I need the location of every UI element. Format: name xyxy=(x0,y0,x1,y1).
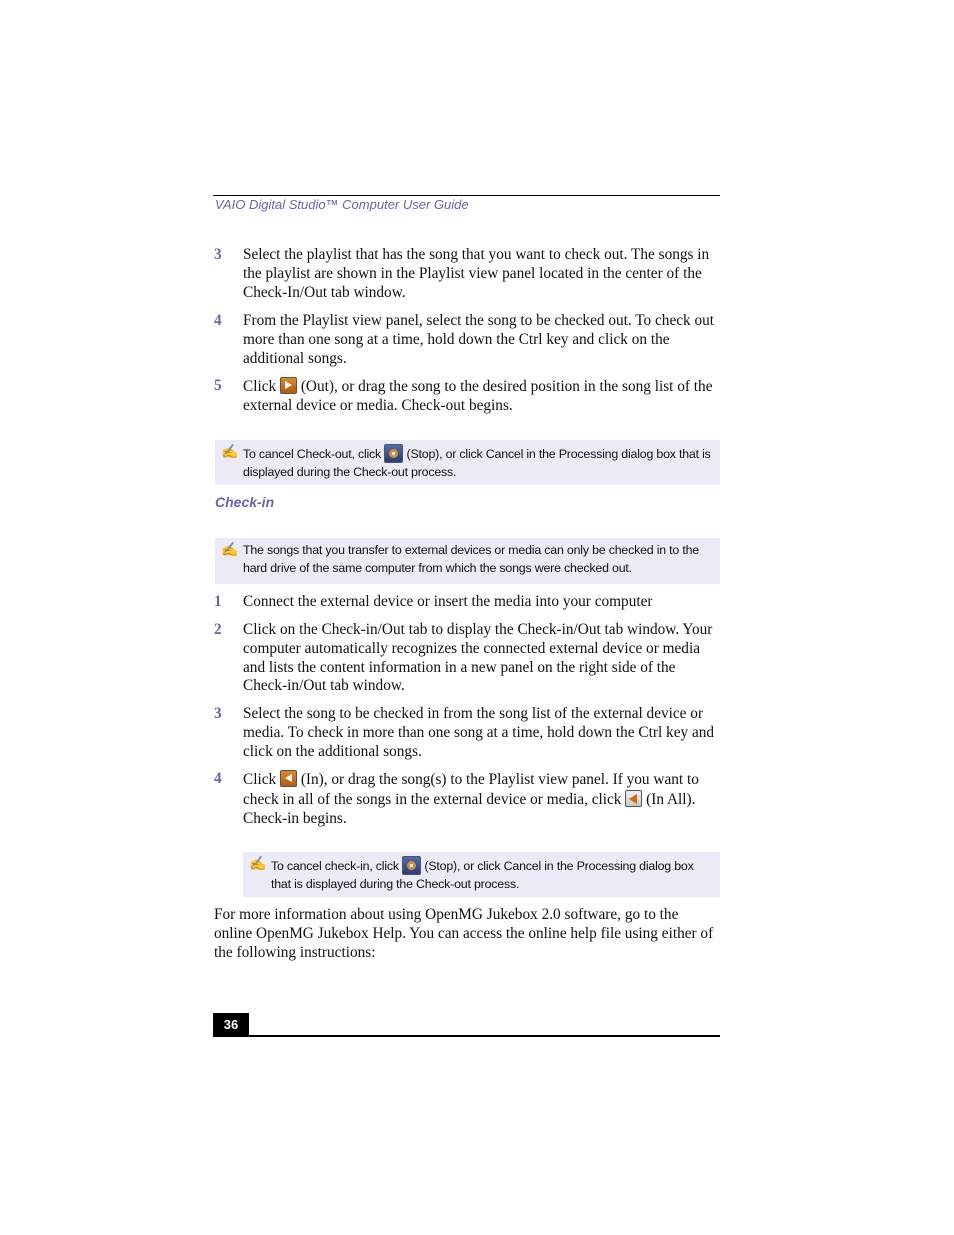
note-text xyxy=(271,856,714,893)
step-text-end: (Out), or drag the song to the desired position in the song list of the external device or media. Check-out begins. xyxy=(243,378,713,414)
note-cancel-checkout xyxy=(215,440,720,485)
note-checkin-info xyxy=(215,538,720,584)
header-rule xyxy=(213,195,720,196)
step-text: Select the song to be checked in from the song list of the external device or media. To check in more than one song at a time, hold down the Ctrl key and click on the additional songs. xyxy=(243,705,715,760)
step-number: 4 xyxy=(214,770,222,787)
checkout-step-4 xyxy=(214,312,720,368)
step-text-end: (In All). Check-in begins. xyxy=(243,790,696,827)
step-number: 2 xyxy=(214,621,222,638)
step-text: Select the playlist that has the song that you want to check out. The songs in the playlist are shown in the Playlist view panel located in the center of the Check-In/Out tab window. xyxy=(243,246,710,301)
step-text: Connect the external device or insert the media into your computer xyxy=(243,593,653,610)
page-number: 36 xyxy=(213,1013,249,1036)
note-text-end: (Stop), or click Cancel in the Processing dialog box that is displayed during the Check-out process. xyxy=(271,859,694,891)
checkin-step-4 xyxy=(214,770,720,828)
checkout-step-5 xyxy=(214,377,720,416)
checkin-step-2 xyxy=(214,621,720,696)
step-number: 4 xyxy=(214,312,222,329)
footer-rule xyxy=(213,1035,720,1037)
note-text-start: To cancel Check-out, click xyxy=(243,447,382,461)
section-heading-check-in: Check-in xyxy=(215,494,275,510)
step-text-start: Click xyxy=(243,771,277,788)
note-text-start: To cancel check-in, click xyxy=(271,859,399,873)
step-text: Click on the Check-in/Out tab to display the Check-in/Out tab window. Your computer automatically recognizes the connected external device or media and lists the content information in a new panel on the right side of the Check-in/Out tab window. xyxy=(243,621,713,695)
step-number: 3 xyxy=(214,705,222,722)
step-text-start: Click xyxy=(243,378,277,395)
pencil-note-icon: ✍ xyxy=(221,541,239,557)
closing-paragraph: For more information about using OpenMG Jukebox 2.0 software, go to the online OpenMG Jukebox Help. You can access the online help file using either of the following instructions: xyxy=(214,906,714,961)
checkin-step-1 xyxy=(214,593,720,612)
check-in-icon xyxy=(280,770,297,787)
step-text: From the Playlist view panel, select the song to be checked out. To check out more than one song at a time, hold down the Ctrl key and click on the additional songs. xyxy=(243,312,715,367)
step-number: 5 xyxy=(214,377,222,394)
pencil-note-icon: ✍ xyxy=(221,443,239,459)
note-text xyxy=(243,444,714,481)
checkout-step-3 xyxy=(214,246,720,302)
pencil-note-icon: ✍ xyxy=(249,855,267,871)
step-text-middle: (In), or drag the song(s) to the Playlist view panel. If you want to check in all of the songs in the external device or media, click xyxy=(243,771,699,808)
note-text-end: (Stop), or click Cancel in the Processing dialog box that is displayed during the Check-out process. xyxy=(243,447,711,479)
stop-icon xyxy=(402,856,421,875)
running-header: VAIO Digital Studio™ Computer User Guide xyxy=(215,197,469,212)
step-number: 1 xyxy=(214,593,222,610)
checkin-step-3 xyxy=(214,705,720,761)
in-all-icon xyxy=(625,790,642,807)
check-out-icon xyxy=(280,377,297,394)
note-text: The songs that you transfer to external devices or media can only be checked in to the hard drive of the same computer from which the songs were checked out. xyxy=(243,543,699,575)
note-cancel-checkin xyxy=(243,852,720,897)
step-text xyxy=(243,770,720,828)
stop-icon xyxy=(384,444,403,463)
step-number: 3 xyxy=(214,246,222,263)
step-text xyxy=(243,377,720,416)
